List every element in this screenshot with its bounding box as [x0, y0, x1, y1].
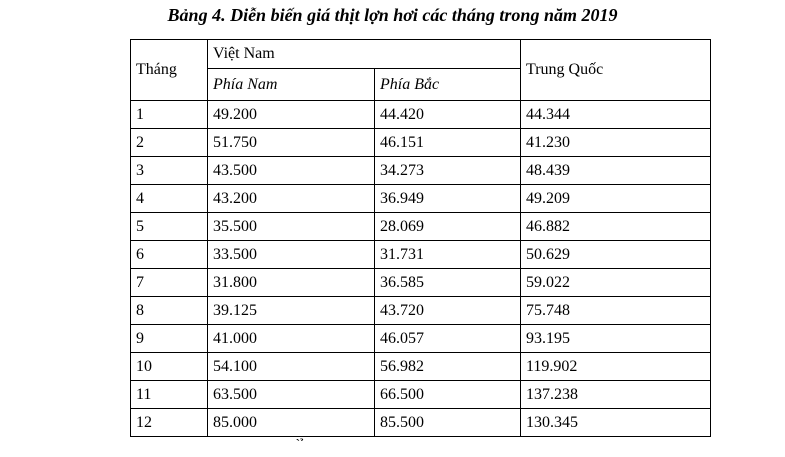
cell-month: 5: [131, 213, 208, 241]
table-row: [131, 409, 711, 437]
cell-south: 35.500: [208, 213, 375, 241]
cell-china: 130.345: [521, 409, 711, 437]
table-row: [131, 325, 711, 353]
cell-month: 1: [131, 101, 208, 129]
cell-china: 46.882: [521, 213, 711, 241]
table-row: [131, 157, 711, 185]
table-row: [131, 101, 711, 129]
cell-month: 12: [131, 409, 208, 437]
cell-month: 7: [131, 269, 208, 297]
header-north: Phía Bắc: [375, 69, 521, 101]
table-row: [131, 353, 711, 381]
table-row: [131, 185, 711, 213]
cell-north: 66.500: [375, 381, 521, 409]
cell-month: 4: [131, 185, 208, 213]
cell-south: 49.200: [208, 101, 375, 129]
cell-north: 46.151: [375, 129, 521, 157]
table-row: [131, 297, 711, 325]
cell-north: 31.731: [375, 241, 521, 269]
table-row: [131, 213, 711, 241]
cell-north: 36.949: [375, 185, 521, 213]
cell-south: 85.000: [208, 409, 375, 437]
cell-month: 2: [131, 129, 208, 157]
cell-south: 43.500: [208, 157, 375, 185]
cell-china: 119.902: [521, 353, 711, 381]
cell-north: 85.500: [375, 409, 521, 437]
cell-south: 33.500: [208, 241, 375, 269]
cell-south: 54.100: [208, 353, 375, 381]
cell-china: 49.209: [521, 185, 711, 213]
table-caption: Bảng 4. Diễn biến giá thịt lợn hơi các tháng trong năm 2019: [167, 5, 618, 25]
cell-month: 8: [131, 297, 208, 325]
cell-month: 6: [131, 241, 208, 269]
header-china: Trung Quốc: [521, 40, 711, 101]
header-month: Tháng: [131, 40, 208, 101]
cell-south: 63.500: [208, 381, 375, 409]
cell-south: 43.200: [208, 185, 375, 213]
cell-north: 28.069: [375, 213, 521, 241]
header-south: Phía Nam: [208, 69, 375, 101]
table-row: [131, 269, 711, 297]
cell-china: 75.748: [521, 297, 711, 325]
cell-china: 41.230: [521, 129, 711, 157]
cell-north: 44.420: [375, 101, 521, 129]
cell-north: 36.585: [375, 269, 521, 297]
cell-south: 51.750: [208, 129, 375, 157]
cell-china: 93.195: [521, 325, 711, 353]
cell-north: 46.057: [375, 325, 521, 353]
cell-north: 43.720: [375, 297, 521, 325]
header-vietnam: Việt Nam: [208, 40, 521, 69]
cell-china: 59.022: [521, 269, 711, 297]
cell-china: 50.629: [521, 241, 711, 269]
table-row: [131, 241, 711, 269]
cell-china: 48.439: [521, 157, 711, 185]
cell-china: 137.238: [521, 381, 711, 409]
pork-price-table: [130, 39, 711, 437]
cell-south: 41.000: [208, 325, 375, 353]
cell-north: 56.982: [375, 353, 521, 381]
cropped-next-line: ̀ ̉: [300, 440, 304, 455]
cell-month: 3: [131, 157, 208, 185]
cell-month: 11: [131, 381, 208, 409]
header-row-1: [131, 40, 711, 69]
cell-north: 34.273: [375, 157, 521, 185]
cell-month: 10: [131, 353, 208, 381]
cell-month: 9: [131, 325, 208, 353]
cell-china: 44.344: [521, 101, 711, 129]
cell-south: 39.125: [208, 297, 375, 325]
table-row: [131, 381, 711, 409]
cell-south: 31.800: [208, 269, 375, 297]
table-row: [131, 129, 711, 157]
